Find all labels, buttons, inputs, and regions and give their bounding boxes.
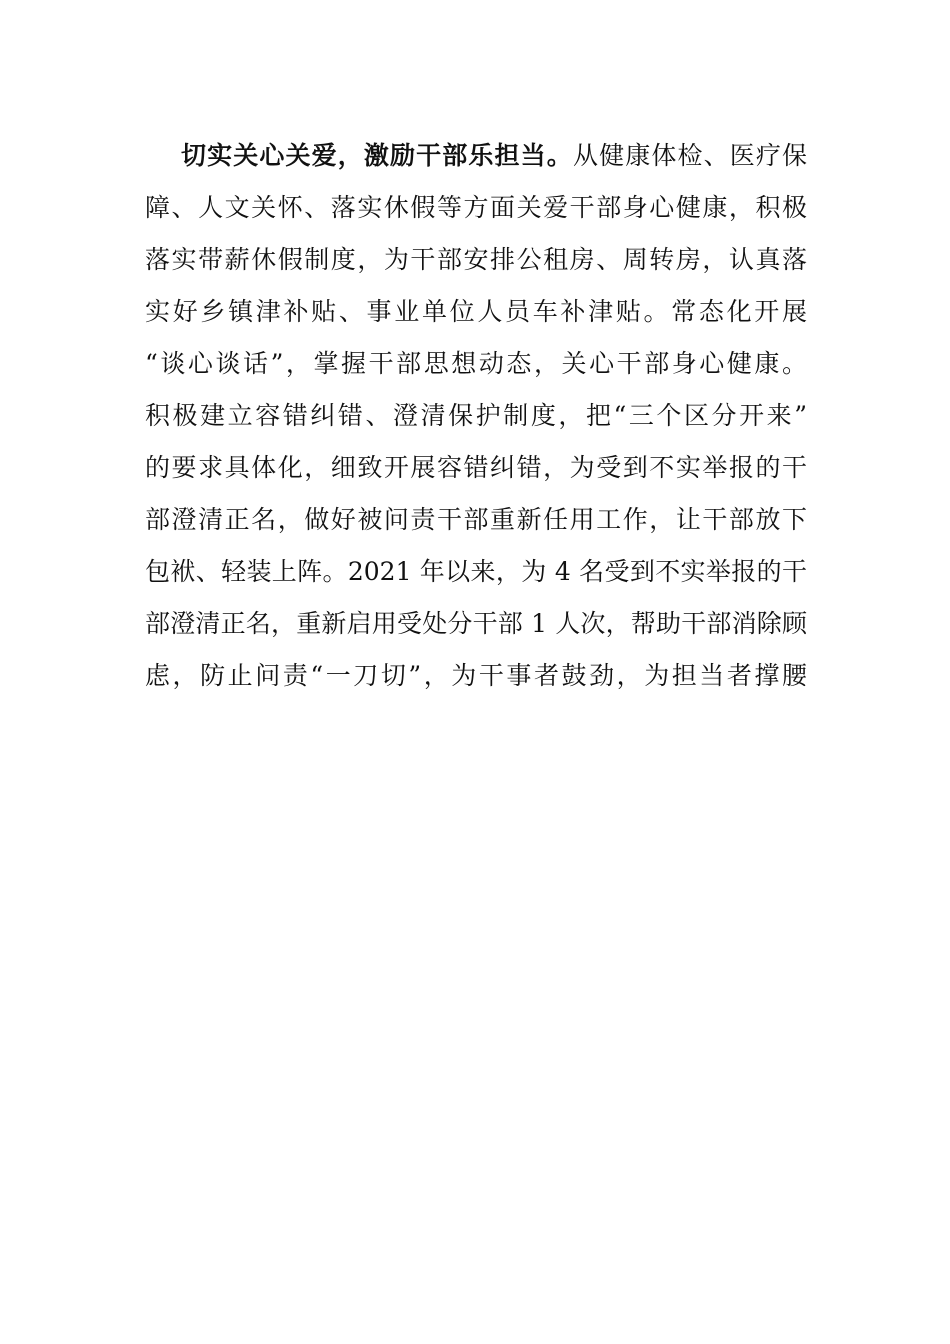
text-line: 积极建立容错纠错、澄清保护制度，把“三个区分开来” <box>145 401 807 430</box>
text-line: 的要求具体化，细致开展容错纠错，为受到不实举报的干 <box>145 453 807 482</box>
paragraph-first-line <box>145 130 807 182</box>
text-line: 包袱、轻装上阵。2021 年以来，为 4 名受到不实举报的干 <box>145 557 807 586</box>
text-line: 障、人文关怀、落实休假等方面关爱干部身心健康，积极 <box>145 193 807 222</box>
text-line: 落实带薪休假制度，为干部安排公租房、周转房，认真落 <box>145 245 807 274</box>
text-line: 部澄清正名，做好被问责干部重新任用工作，让干部放下 <box>145 505 807 534</box>
text-line: 虑，防止问责“一刀切”，为干事者鼓劲，为担当者撑腰 <box>145 661 807 690</box>
text-line: “谈心谈话”，掌握干部思想动态，关心干部身心健康。 <box>145 349 807 378</box>
paragraph-lead-heading: 切实关心关爱，激励干部乐担当。 <box>181 141 573 170</box>
text-line: 部澄清正名，重新启用受处分干部 1 人次，帮助干部消除顾 <box>145 609 807 638</box>
paragraph <box>145 130 807 702</box>
text-line: 实好乡镇津补贴、事业单位人员车补津贴。常态化开展 <box>145 297 807 326</box>
text-line: 从健康体检、医疗保 <box>572 141 807 170</box>
